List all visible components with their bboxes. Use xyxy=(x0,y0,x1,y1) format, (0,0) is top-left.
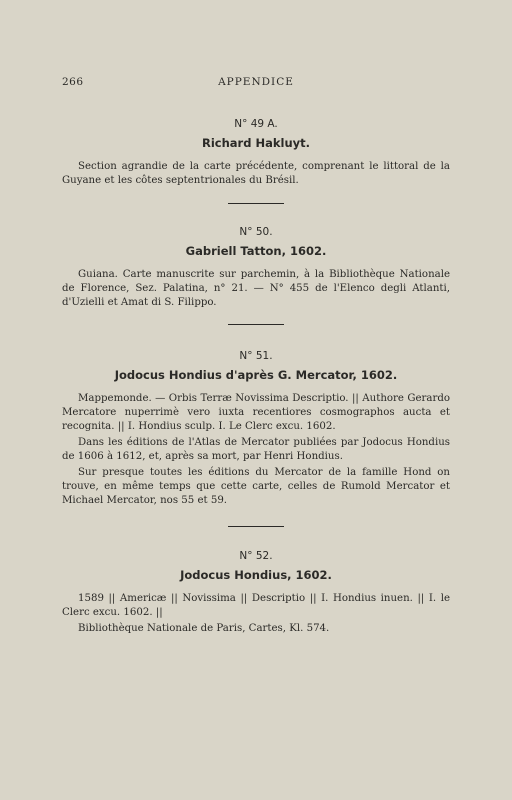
running-title: APPENDICE xyxy=(218,76,294,88)
entry-paragraph: Bibliothèque Nationale de Paris, Cartes, Kl. 574. xyxy=(78,623,330,634)
entry-number: N° 49 A. xyxy=(234,118,278,130)
page-header xyxy=(0,76,512,92)
page-number: 266 xyxy=(62,76,84,88)
entry-paragraph: Sur presque toutes les éditions du Mercator de la famille Hond on trouve, en même temps que cette carte, celles de Rumold Mercator et Michael Mercator, nos 55 et 59. xyxy=(62,467,450,506)
entry-name: Jodocus Hondius, 1602. xyxy=(180,568,332,582)
entry-number: N° 52. xyxy=(239,550,273,562)
entry-body xyxy=(62,268,450,310)
entry-paragraph: Guiana. Carte manuscrite sur parchemin, à la Bibliothèque Nationale de Florence, Sez. Palatina, n° 21. — N° 455 de l'Elenco degli Atlanti, d'Uzielli et Amat di S. Filippo. xyxy=(62,269,450,308)
catalog-entry xyxy=(62,550,450,638)
entry-number: N° 51. xyxy=(239,350,273,362)
entry-paragraph: Dans les éditions de l'Atlas de Mercator publiées par Jodocus Hondius de 1606 à 1612, et, après sa mort, par Henri Hondius. xyxy=(62,437,450,462)
entry-paragraph: Mappemonde. — Orbis Terræ Novissima Descriptio. || Authore Gerardo Mercatore nuperrimè vero iuxta recentiores cosmographos aucta et recognita. || I. Hondius sculp. I. Le Clerc excu. 1602. xyxy=(62,393,450,432)
catalog-entry xyxy=(62,118,450,190)
entry-body xyxy=(62,592,450,636)
catalog-entry xyxy=(62,350,450,510)
entry-name: Gabriell Tatton, 1602. xyxy=(185,244,327,258)
entry-number: N° 50. xyxy=(239,226,273,238)
section-divider xyxy=(228,526,284,527)
section-divider xyxy=(228,203,284,204)
entry-name: Jodocus Hondius d'après G. Mercator, 1602. xyxy=(114,368,398,382)
entry-body xyxy=(62,392,450,508)
entry-name: Richard Hakluyt. xyxy=(202,136,310,150)
entry-paragraph: 1589 || Americæ || Novissima || Descriptio || I. Hondius inuen. || I. le Clerc excu. 1602. || xyxy=(62,593,450,618)
section-divider xyxy=(228,324,284,325)
catalog-entry xyxy=(62,226,450,312)
entry-body xyxy=(62,160,450,188)
entry-paragraph: Section agrandie de la carte précédente, comprenant le littoral de la Guyane et les côtes septentrionales du Brésil. xyxy=(62,161,450,186)
